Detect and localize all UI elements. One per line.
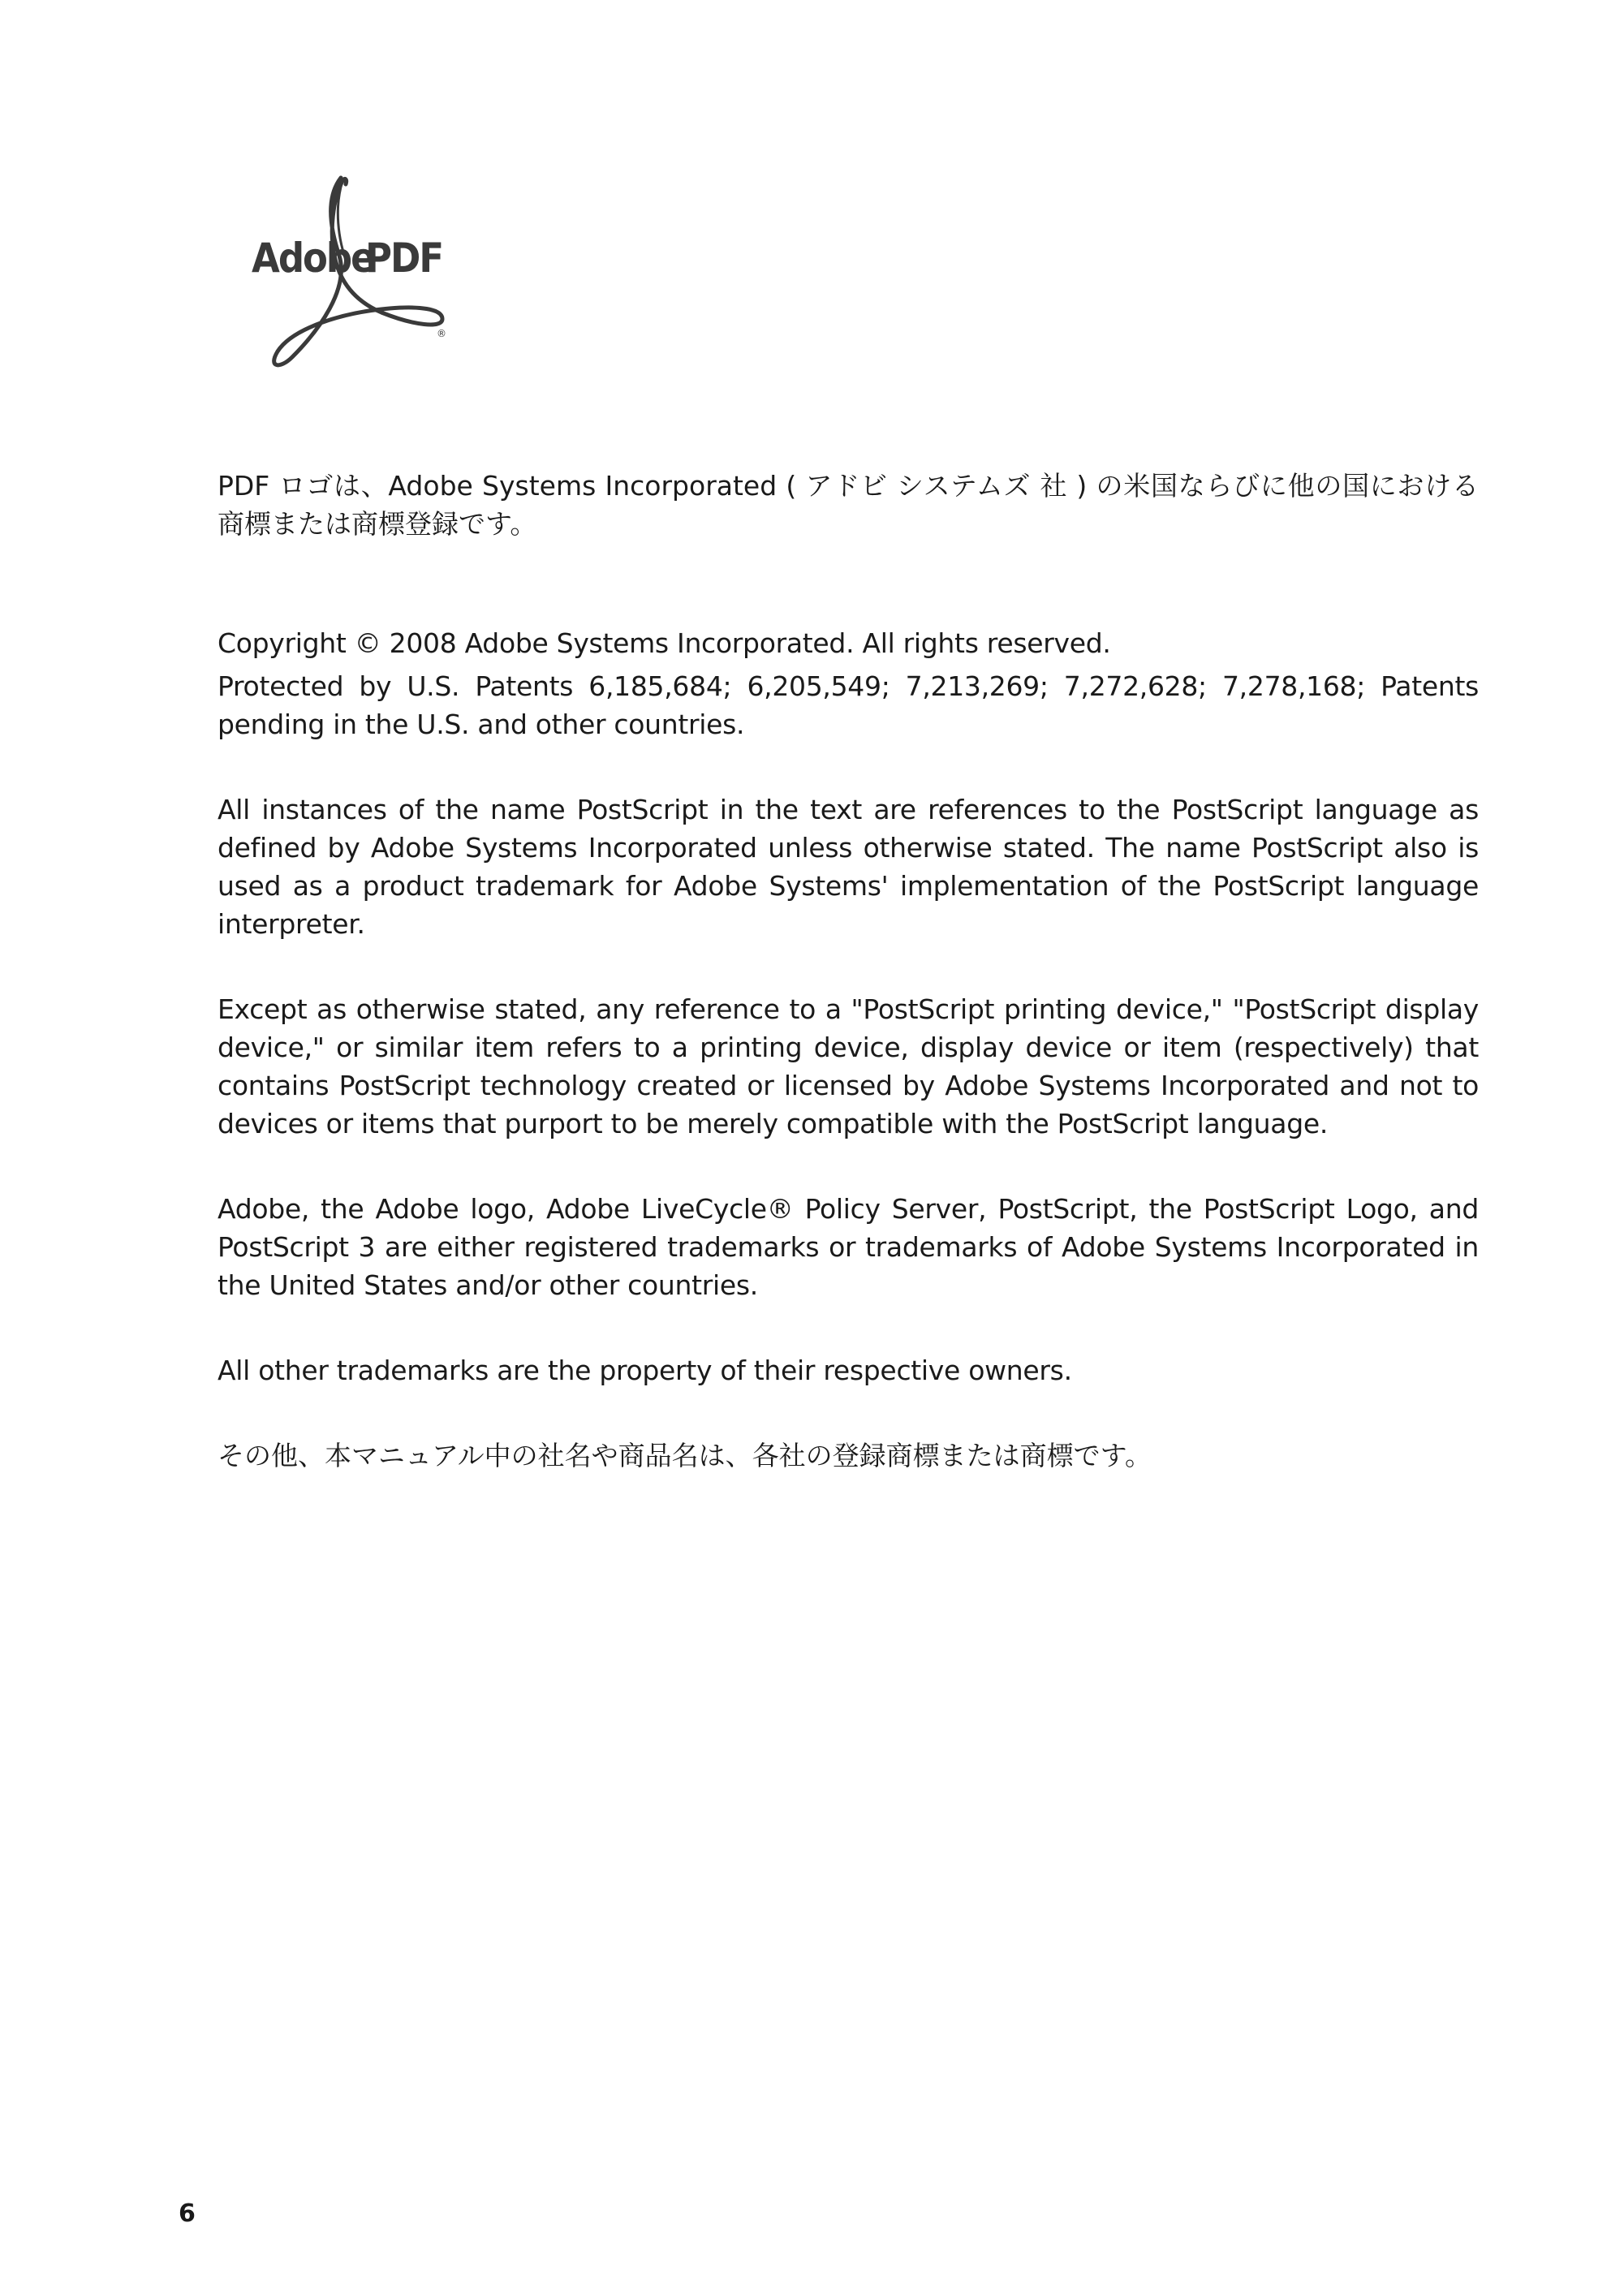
paragraph-postscript-name: All instances of the name PostScript in the text are references to the PostScript language as defined by Adobe Systems Incorporated unless otherwise stated. The name PostScript also is used as a product trademark for Adobe Systems' implementation of the PostScript language interpreter. [218, 794, 1479, 940]
logo-registered-mark: ® [437, 328, 446, 339]
document-body [218, 467, 1479, 1475]
logo-wordmark-pdf: PDF [365, 235, 443, 282]
logo-wordmark-adobe: Adobe [252, 235, 374, 282]
paragraph-patents: Protected by U.S. Patents 6,185,684; 6,205,549; 7,213,269; 7,272,628; 7,278,168; Patents pending in the U.S. and other countries. [218, 670, 1479, 740]
page-number: 6 [179, 2199, 196, 2228]
adobe-pdf-logo [243, 174, 454, 369]
paragraph-postscript-device: Except as otherwise stated, any reference to a "PostScript printing device," "PostScript display device," or similar item refers to a printing device, display device or item (respectively) that contains PostScript technology created or licensed by Adobe Systems Incorporated and not to devices or items that purport to be merely compatible with the PostScript language. [218, 993, 1479, 1139]
paragraph-other-trademarks: All other trademarks are the property of their respective owners. [218, 1355, 1072, 1386]
paragraph-trademarks: Adobe, the Adobe logo, Adobe LiveCycle® Policy Server, PostScript, the PostScript Logo, and PostScript 3 are either registered trademarks or trademarks of Adobe Systems Incorporated in the United States and/or other countries. [218, 1193, 1479, 1301]
paragraph-other-trademarks-jp: その他、本マニュアル中の社名や商品名は、各社の登録商標または商標です。 [218, 1440, 1152, 1471]
adobe-pdf-logo-icon [243, 174, 454, 369]
paragraph-copyright: Copyright © 2008 Adobe Systems Incorporated. All rights reserved. [218, 627, 1111, 659]
paragraph-pdf-logo-trademark-jp: PDF ロゴは、Adobe Systems Incorporated ( アドビ システムズ 社 ) の米国ならびに他の国における商標または商標登録です。 [218, 470, 1479, 540]
